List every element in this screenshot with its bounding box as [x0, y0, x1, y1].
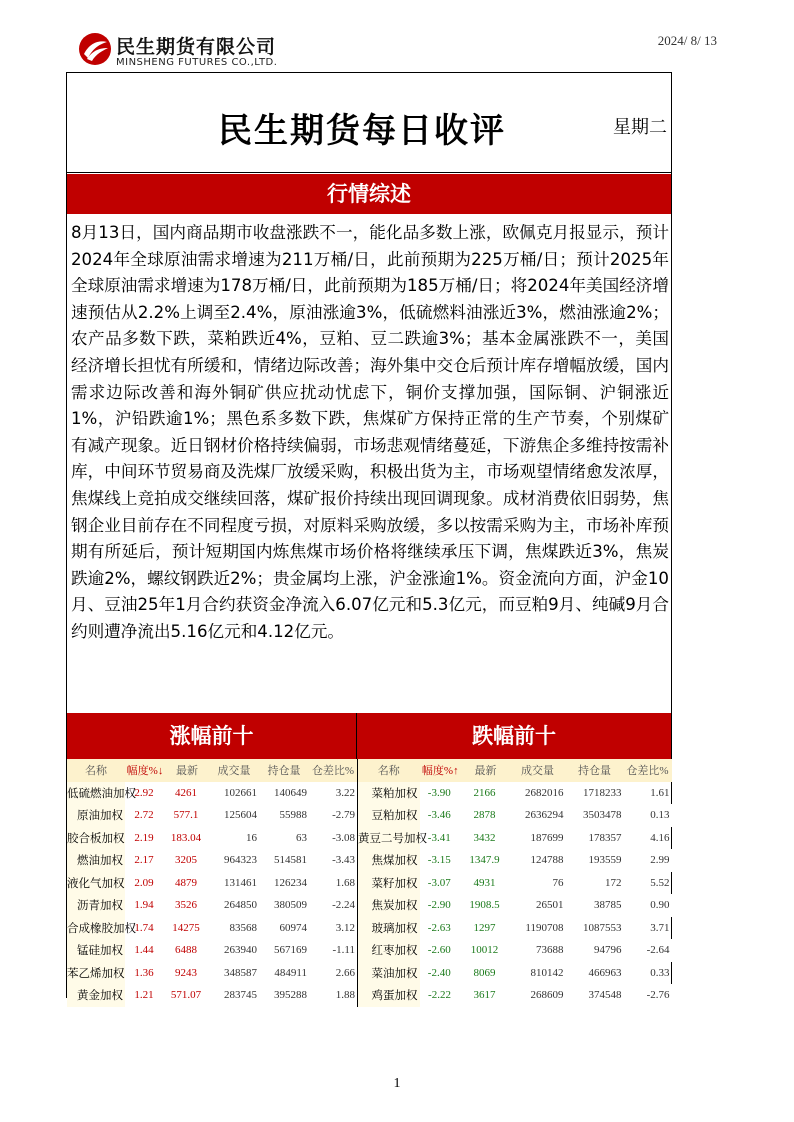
table-row [67, 804, 357, 827]
change-pct: -2.60 [420, 939, 462, 962]
volume: 26501 [510, 894, 566, 917]
column-header: 成交量 [209, 759, 259, 782]
contract-name: 燃油加权 [67, 849, 125, 872]
top-gainers-heading: 涨幅前十 [67, 713, 357, 759]
table-header-row [358, 759, 672, 782]
table-row [67, 984, 357, 1007]
latest-price: 2878 [462, 804, 510, 827]
table-row [358, 939, 672, 962]
volume: 131461 [224, 876, 257, 889]
contract-name: 菜粕加权 [358, 782, 420, 805]
open-interest: 94796 [566, 939, 624, 962]
change-pct: -3.15 [420, 849, 462, 872]
table-row [67, 939, 357, 962]
latest-price: 6488 [165, 939, 209, 962]
table-row [358, 917, 672, 940]
column-header: 最新 [165, 759, 209, 782]
latest-price: 8069 [473, 966, 496, 979]
oi-change-pct: -1.11 [309, 939, 357, 962]
contract-name: 沥青加权 [67, 894, 125, 917]
oi-change-pct: -3.08 [332, 831, 355, 844]
oi-change-pct: -2.79 [309, 804, 357, 827]
table-row [67, 894, 357, 917]
open-interest: 60974 [279, 921, 307, 934]
open-interest: 567169 [259, 939, 309, 962]
table-header-row [67, 759, 357, 782]
volume: 264850 [209, 894, 259, 917]
column-header: 名称 [67, 759, 125, 782]
contract-name: 焦炭加权 [358, 894, 420, 917]
table-row [358, 782, 672, 805]
page-title: 民生期货每日收评 [218, 111, 506, 151]
company-logo [78, 30, 298, 72]
contract-name: 液化气加权 [67, 872, 125, 895]
latest-price: 4931 [473, 876, 496, 889]
minsheng-logo-icon [78, 32, 112, 66]
table-row [358, 962, 672, 985]
latest-price: 183.04 [170, 831, 202, 844]
change-pct: 2.72 [125, 804, 165, 827]
market-review-heading: 行情综述 [67, 174, 671, 214]
volume: 124788 [510, 849, 566, 872]
contract-name: 红枣加权 [358, 939, 420, 962]
volume: 83568 [229, 921, 257, 934]
table-row [358, 872, 672, 895]
column-header: 持仓量 [259, 759, 309, 782]
table-row [358, 984, 672, 1007]
contract-name: 合成橡胶加权 [67, 917, 125, 940]
latest-price: 2166 [473, 786, 496, 799]
contract-name: 苯乙烯加权 [67, 962, 125, 985]
latest-price: 1297 [473, 921, 496, 934]
latest-price: 14275 [172, 921, 200, 934]
contract-name: 黄豆二号加权 [358, 827, 420, 850]
contract-name: 原油加权 [67, 804, 125, 827]
open-interest: 193559 [566, 849, 624, 872]
table-row [67, 849, 357, 872]
oi-change-pct: -2.64 [624, 939, 672, 962]
table-row [67, 872, 357, 895]
report-date: 2024/ 8/ 13 [657, 33, 717, 48]
open-interest: 514581 [259, 849, 309, 872]
table-row [67, 962, 357, 985]
volume: 268609 [510, 984, 566, 1007]
latest-price: 9243 [175, 966, 197, 979]
contract-name: 鸡蛋加权 [358, 984, 420, 1007]
company-name-cn: 民生期货有限公司 [116, 36, 277, 58]
open-interest: 1718233 [583, 786, 622, 799]
change-pct: 1.94 [125, 894, 165, 917]
latest-price: 3617 [462, 984, 510, 1007]
column-header: 幅度%↑ [420, 759, 462, 782]
change-pct: 1.74 [134, 921, 154, 934]
oi-change-pct: 1.68 [335, 876, 355, 889]
open-interest: 395288 [259, 984, 309, 1007]
column-header: 最新 [462, 759, 510, 782]
open-interest: 3503478 [566, 804, 624, 827]
change-pct: -2.40 [427, 966, 451, 979]
open-interest: 466963 [588, 966, 622, 979]
volume: 1190708 [525, 921, 564, 934]
top-losers-heading: 跌幅前十 [357, 713, 671, 759]
change-pct: 2.17 [125, 849, 165, 872]
oi-change-pct: 0.13 [624, 804, 672, 827]
oi-change-pct: 3.71 [650, 921, 670, 934]
change-pct: -2.63 [427, 921, 451, 934]
latest-price: 10012 [462, 939, 510, 962]
oi-change-pct: 1.88 [309, 984, 357, 1007]
open-interest: 484911 [274, 966, 307, 979]
contract-name: 菜油加权 [358, 962, 420, 985]
latest-price: 577.1 [165, 804, 209, 827]
contract-name: 胶合板加权 [67, 827, 125, 850]
oi-change-pct: -2.76 [624, 984, 672, 1007]
latest-price: 4261 [175, 786, 197, 799]
open-interest: 1087553 [583, 921, 622, 934]
table-row [67, 917, 357, 940]
open-interest: 55988 [259, 804, 309, 827]
open-interest: 63 [296, 831, 307, 844]
latest-price: 571.07 [165, 984, 209, 1007]
oi-change-pct: 4.16 [650, 831, 670, 844]
oi-change-pct: 2.66 [335, 966, 355, 979]
volume: 16 [246, 831, 257, 844]
title-box [67, 73, 671, 173]
volume: 810142 [530, 966, 564, 979]
oi-change-pct: -3.43 [309, 849, 357, 872]
volume: 187699 [530, 831, 564, 844]
market-review-text: 8月13日，国内商品期市收盘涨跌不一，能化品多数上涨，欧佩克月报显示，预计2024年全球原油需求增速为211万桶/日，此前预期为225万桶/日；预计2025年全球原油需求增速为178万桶/日，此前预期为185万桶/日；将2024年美国经济增速预估从2.2%上调至2.4%，原油涨逾3%，低硫燃料油涨近3%，燃油涨逾2%；农产品多数下跌，菜粕跌近4%，豆粕、豆二跌逾3%；基本金属涨跌不一，美国经济增长担忧有所缓和，情绪边际改善；海外集中交仓后预计库存增幅放缓，国内需求边际改善和海外铜矿供应扰动忧虑下，铜价支撑加强，国际铜、沪铜涨近1%，沪铅跌逾1%；黑色系多数下跌，焦煤矿方保持正常的生产节奏，个别煤矿有减产现象。近日钢材价格持续偏弱，市场悲观情绪蔓延，下游焦企多维持按需补库，中间环节贸易商及洗煤厂放缓采购，积极出货为主，市场观望情绪愈发浓厚，焦煤线上竞拍成交继续回落，煤矿报价持续出现回调现象。成材消费依旧弱势，焦钢企业目前存在不同程度亏损，对原料采购放缓，多以按需采购为主，市场补库预期有所延后，预计短期国内炼焦煤市场价格将继续承压下调，焦煤跌近3%，焦炭跌逾2%，螺纹钢跌近2%；贵金属均上涨，沪金涨逾1%。资金流向方面，沪金10月、豆油25年1月合约获资金净流入6.07亿元和5.3亿元，而豆粕9月、纯碱9月合约则遭净流出5.16亿元和4.12亿元。 [71, 223, 669, 641]
volume: 76 [552, 876, 564, 889]
change-pct: -3.46 [420, 804, 462, 827]
contract-name: 豆粕加权 [358, 804, 420, 827]
change-pct: -2.90 [420, 894, 462, 917]
top-losers-table [357, 759, 672, 1007]
open-interest: 178357 [588, 831, 622, 844]
change-pct: -3.90 [427, 786, 451, 799]
volume: 263940 [209, 939, 259, 962]
page-number: 1 [393, 1076, 401, 1091]
contract-name: 黄金加权 [67, 984, 125, 1007]
change-pct: -3.07 [427, 876, 451, 889]
oi-change-pct: 0.90 [624, 894, 672, 917]
oi-change-pct: -2.24 [309, 894, 357, 917]
column-header: 名称 [358, 759, 420, 782]
oi-change-pct: 5.52 [650, 876, 670, 889]
table-row [358, 849, 672, 872]
table-row [67, 782, 357, 805]
company-name-en: MINSHENG FUTURES CO.,LTD. [116, 57, 278, 68]
latest-price: 1347.9 [462, 849, 510, 872]
column-header: 仓差比% [309, 759, 357, 782]
contract-name: 低硫燃油加权 [67, 782, 125, 805]
volume: 2682016 [525, 786, 564, 799]
open-interest: 140649 [274, 786, 307, 799]
change-pct: 1.21 [125, 984, 165, 1007]
change-pct: 1.36 [134, 966, 154, 979]
weekday-label: 星期二 [613, 117, 667, 138]
open-interest: 38785 [566, 894, 624, 917]
open-interest: 172 [605, 876, 622, 889]
report-frame [66, 72, 672, 1003]
top-gainers-table [67, 759, 357, 1007]
column-header: 成交量 [510, 759, 566, 782]
latest-price: 3432 [473, 831, 496, 844]
change-pct: 2.09 [134, 876, 154, 889]
latest-price: 3205 [165, 849, 209, 872]
contract-name: 菜籽加权 [358, 872, 420, 895]
volume: 348587 [224, 966, 257, 979]
latest-price: 3526 [165, 894, 209, 917]
column-header: 幅度%↓ [125, 759, 165, 782]
column-header: 持仓量 [566, 759, 624, 782]
column-header: 仓差比% [624, 759, 672, 782]
open-interest: 374548 [566, 984, 624, 1007]
oi-change-pct: 0.33 [650, 966, 670, 979]
volume: 2636294 [510, 804, 566, 827]
change-pct: -3.41 [427, 831, 451, 844]
table-row [358, 894, 672, 917]
change-pct: 2.19 [134, 831, 154, 844]
oi-change-pct: 1.61 [650, 786, 670, 799]
volume: 73688 [510, 939, 566, 962]
change-pct: -2.22 [420, 984, 462, 1007]
change-pct: 1.44 [125, 939, 165, 962]
volume: 964323 [209, 849, 259, 872]
table-row [358, 804, 672, 827]
change-pct: 2.92 [134, 786, 154, 799]
latest-price: 4879 [175, 876, 197, 889]
table-row [67, 827, 357, 850]
oi-change-pct: 2.99 [624, 849, 672, 872]
oi-change-pct: 3.12 [335, 921, 355, 934]
oi-change-pct: 3.22 [335, 786, 355, 799]
volume: 102661 [224, 786, 257, 799]
table-row [358, 827, 672, 850]
contract-name: 焦煤加权 [358, 849, 420, 872]
latest-price: 1908.5 [462, 894, 510, 917]
volume: 125604 [209, 804, 259, 827]
contract-name: 锰硅加权 [67, 939, 125, 962]
contract-name: 玻璃加权 [358, 917, 420, 940]
open-interest: 380509 [259, 894, 309, 917]
open-interest: 126234 [274, 876, 307, 889]
volume: 283745 [209, 984, 259, 1007]
